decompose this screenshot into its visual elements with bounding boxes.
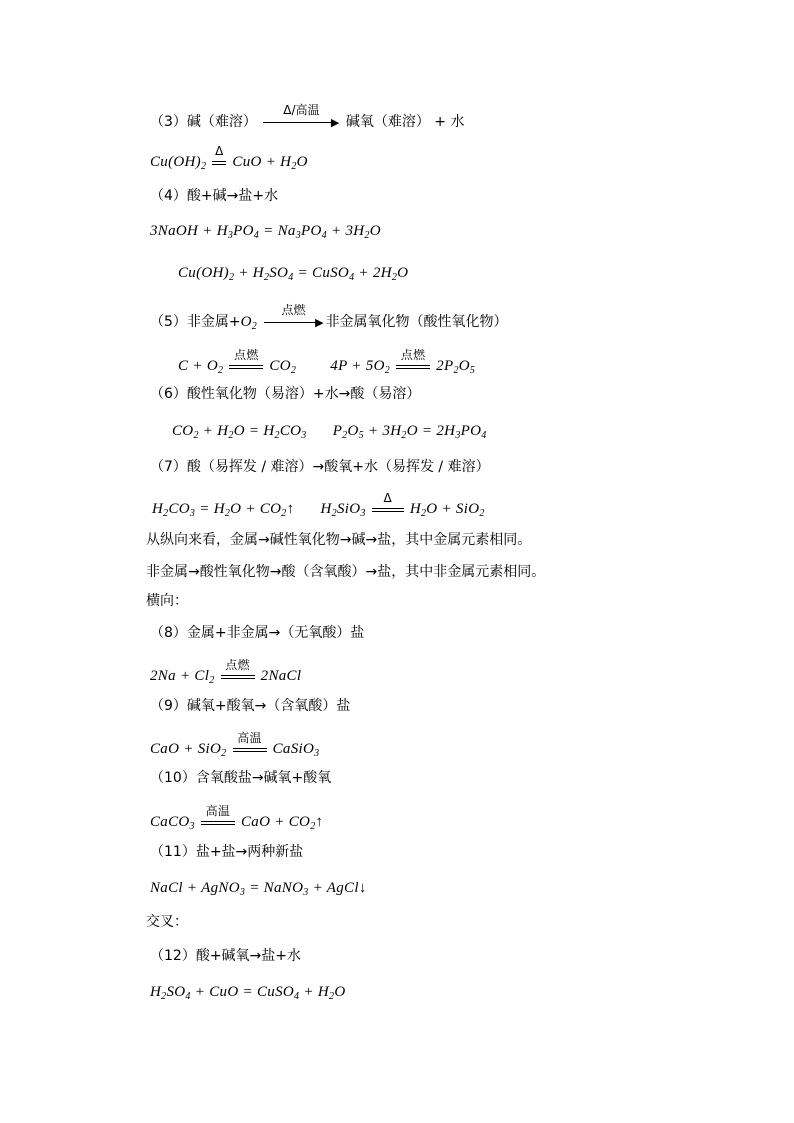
text: （5）非金属+ (150, 314, 241, 330)
eq-term: 4P + 5O (330, 358, 385, 374)
eq-term: + 3H (363, 423, 402, 439)
heading-5 (150, 303, 508, 336)
reaction-arrow: Δ/高温 ▶ (263, 115, 339, 129)
eq-term: Cu(OH) (150, 154, 201, 170)
eq-term: = NaNO (245, 880, 304, 896)
heading-7: （7）酸（易挥发 / 难溶）→酸氧+水（易挥发 / 难溶） (150, 459, 490, 475)
equation-cuoh-h2so4: $Cu(OH)_2 + H_2SO_4$ = CuSO$_4$ + $2H_2O$ (178, 265, 409, 283)
eq-term: H (150, 984, 162, 1000)
eq-term: O + CO (230, 501, 282, 517)
o2-formula: $O_2$ (240, 314, 258, 332)
heading-horizontal: 横向： (146, 593, 188, 609)
equation-caco3: CaCO$_3$ 高温 CaO + $CO_2↑$ (150, 803, 324, 832)
condition-label: Δ (215, 143, 224, 158)
heading-11: （11）盐+盐→两种新盐 (150, 844, 304, 860)
eq-term: NaCl + AgNO (150, 880, 240, 896)
equation-sign (221, 657, 255, 682)
eq-term: + CuO = CuSO (190, 984, 295, 1000)
eq-term: 2P (436, 358, 454, 374)
heading-8: （8）金属+非金属→（无氧酸）盐 (150, 625, 365, 641)
eq-term: O (347, 423, 359, 439)
eq-term: 2NaCl (260, 668, 302, 684)
eq-term: O (296, 154, 308, 170)
eq-term: CO (279, 423, 302, 439)
text: （3）碱（难溶） (150, 114, 257, 130)
equation-cuso4: $H_2SO_4$ + CuO = CuSO$_4$ + $H_2O$ (150, 984, 346, 1002)
eq-term: O (397, 265, 409, 281)
equation-casio3: CaO + SiO$_2$ 高温 CaSiO$_3$ (150, 730, 320, 759)
equation-sign (372, 490, 404, 515)
eq-term: 2Na + Cl (150, 668, 210, 684)
eq-term: O = H (233, 423, 275, 439)
eq-term: CaSiO (272, 741, 315, 757)
eq-term: CO (168, 501, 190, 517)
paragraph-vertical: 从纵向来看，金属→碱性氧化物→碱→盐，其中金属元素相同。 (146, 532, 532, 548)
eq-term: SO (269, 265, 289, 281)
eq-term: O (458, 358, 470, 374)
equation-agcl: NaCl + AgNO$_3$ = NaNO$_3$ + AgCl↓ (150, 880, 367, 898)
equation-combustion: $C + O_2$ 点燃 $CO_2$ $4P + 5O_2$ 点燃 $2P_2O_5$ (178, 347, 476, 376)
eq-term: SO (166, 984, 186, 1000)
eq-term: 3NaOH + H (150, 223, 228, 239)
eq-term: = Na (259, 223, 296, 239)
heading-6: （6）酸性氧化物（易溶）+水→酸（易溶） (150, 386, 421, 402)
eq-term: = CuSO (293, 265, 350, 281)
eq-term: H (320, 501, 332, 517)
condition-label: 高温 (237, 730, 262, 745)
heading-9: （9）碱氧+酸氧→（含氧酸）盐 (150, 698, 351, 714)
eq-term: O (369, 223, 381, 239)
eq-term: PO (233, 223, 254, 239)
eq-term: + H (198, 423, 229, 439)
eq-term: P (332, 423, 343, 439)
heading-cross: 交叉： (146, 914, 188, 930)
eq-term: SiO (336, 501, 361, 517)
up-arrow-icon: ↑ (315, 814, 324, 830)
equation-sign (201, 803, 235, 828)
equation-nacl: $2Na + Cl_2$ 点燃 2NaCl (150, 657, 302, 686)
heading-12: （12）酸+碱氧→盐+水 (150, 948, 302, 964)
eq-term: CaO + CO (240, 814, 311, 830)
eq-term: CaCO (150, 814, 190, 830)
eq-term: H (409, 501, 421, 517)
eq-term: CaO + SiO (150, 741, 222, 757)
equation-sign (233, 730, 267, 755)
text: 碱氧（难溶） + 水 (345, 114, 465, 130)
heading-10: （10）含氧酸盐→碱氧+酸氧 (150, 770, 332, 786)
condition-label: 高温 (205, 803, 231, 818)
eq-term: + AgCl (308, 880, 359, 896)
eq-term: Cu(OH) (178, 265, 229, 281)
eq-term: + H (234, 265, 264, 281)
paragraph-nonmetal: 非金属→酸性氧化物→酸（含氧酸）→盐，其中非金属元素相同。 (146, 564, 546, 580)
equation-decompose-acid: $H_2CO_3 = H_2O$ + $CO_2↑$ $H_2SiO_3$ Δ $H_2O + SiO_2$ (152, 490, 485, 519)
eq-term: CO (172, 423, 194, 439)
equation-sign (229, 347, 263, 372)
condition-label: 点燃 (281, 303, 306, 317)
equation-sign (396, 347, 430, 372)
equation-acid-oxide: $CO_2 + H_2O = H_2CO_3$ $P_2O_5 + 3H_2O = 2H_3PO_4$ (172, 423, 487, 441)
down-arrow-icon: ↓ (358, 880, 367, 896)
eq-term: CO (269, 358, 291, 374)
equation-sign (212, 143, 226, 168)
eq-term: H (152, 501, 164, 517)
eq-term: + 3H (326, 223, 365, 239)
condition-label: Δ (383, 490, 392, 505)
eq-term: O (334, 984, 346, 1000)
text: 非金属氧化物（酸性氧化物） (325, 314, 508, 330)
eq-term: O = 2H (406, 423, 456, 439)
up-arrow-icon: ↑ (286, 501, 295, 517)
eq-term: PO (301, 223, 322, 239)
eq-term: PO (460, 423, 482, 439)
eq-term: = H (195, 501, 225, 517)
condition-label: 点燃 (225, 657, 250, 672)
eq-term: O + SiO (426, 501, 480, 517)
reaction-arrow: 点燃 ▶ (264, 315, 324, 329)
reaction-line-3 (150, 103, 465, 131)
heading-4: （4）酸+碱→盐+水 (150, 188, 279, 204)
equation-cu-oh: $Cu(OH)_2$ Δ CuO + $H_2O$ (150, 143, 308, 172)
equation-naoh: 3NaOH + $H_3PO_4 = Na_3PO_4 + 3H_2O$ (150, 223, 381, 241)
eq-term: CuO + H (232, 154, 292, 170)
eq-term: + H (299, 984, 329, 1000)
eq-term: + 2H (354, 265, 392, 281)
condition-label: Δ/高温 (283, 103, 320, 117)
eq-term: C + O (178, 358, 218, 374)
condition-label: 点燃 (400, 347, 426, 362)
condition-label: 点燃 (234, 347, 259, 362)
